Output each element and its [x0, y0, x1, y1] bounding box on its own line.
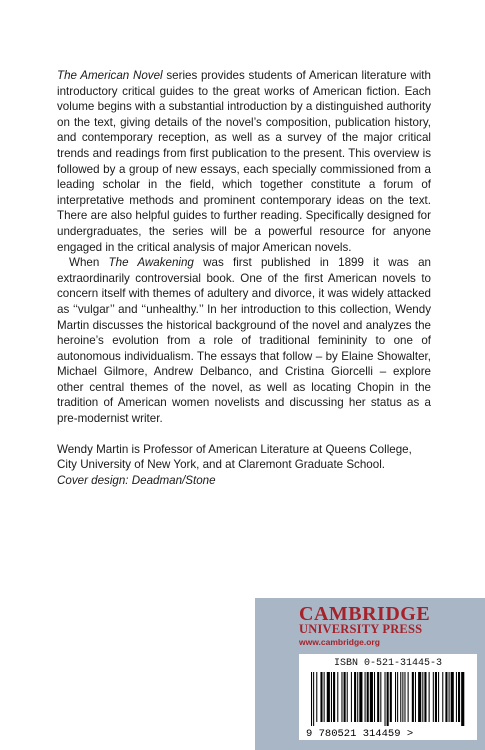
book-title: The Awakening: [108, 256, 194, 270]
publisher-name: CAMBRIDGE: [299, 603, 431, 625]
publisher-panel: [255, 598, 485, 750]
book-paragraph: [57, 255, 431, 427]
series-title: The American Novel: [57, 69, 163, 82]
book-paragraph-lead: When: [69, 256, 109, 270]
author-bio-line-1: Wendy Martin is Professor of American Literature at Queens College,: [57, 442, 412, 456]
back-cover-description: [57, 68, 431, 488]
publisher-subtitle: UNIVERSITY PRESS: [299, 622, 423, 636]
book-description: was first published in 1899 it was an extraordinarily controversial book. One of the first American novels to concern itself with themes of adultery and divorce, it was widely attacked as ‘‘vulgar’’ and ‘‘unhealthy.’’ In her introduction to this collection, Wendy Martin discusses the historical background of the novel and analyzes the heroine’s evolution from a role of traditional femininity to one of autonomous individualism. The essays that follow – by Elaine Showalter, Michael Gilmore, Andrew Delbanco, and Cristina Giorcelli – explore other central themes of the novel, as well as locating Chopin in the tradition of American women novelists and discussing her status as a pre-modernist writer.: [57, 256, 431, 426]
barcode-digits: 9 780521 314459 >: [306, 728, 414, 738]
series-paragraph: [57, 68, 431, 255]
isbn-label: ISBN 0-521-31445-3: [333, 658, 443, 669]
publisher-url: www.cambridge.org: [299, 637, 380, 647]
barcode-graphic: [305, 672, 471, 738]
author-bio-line-2: City University of New York, and at Claremont Graduate School.: [57, 458, 385, 472]
author-bio: [57, 442, 431, 489]
cover-design-credit: Cover design: Deadman/Stone: [57, 473, 216, 487]
isbn-barcode: [299, 654, 477, 740]
series-description: series provides students of American literature with introductory critical guides to the great works of American fiction. Each volume begins with a substantial introduction by a distinguished authority on the text, giving details of the novel’s composition, publication history, and contemporary reception, as well as a survey of the major critical trends and readings from first publication to the present. This overview is followed by a group of new essays, each specially commissioned from a leading scholar in the field, which together constitute a forum of interpretative methods and prominent contemporary ideas on the text. There are also helpful guides to further reading. Specifically designed for undergraduates, the series will be a powerful resource for anyone engaged in the critical analysis of major American novels.: [57, 69, 431, 254]
